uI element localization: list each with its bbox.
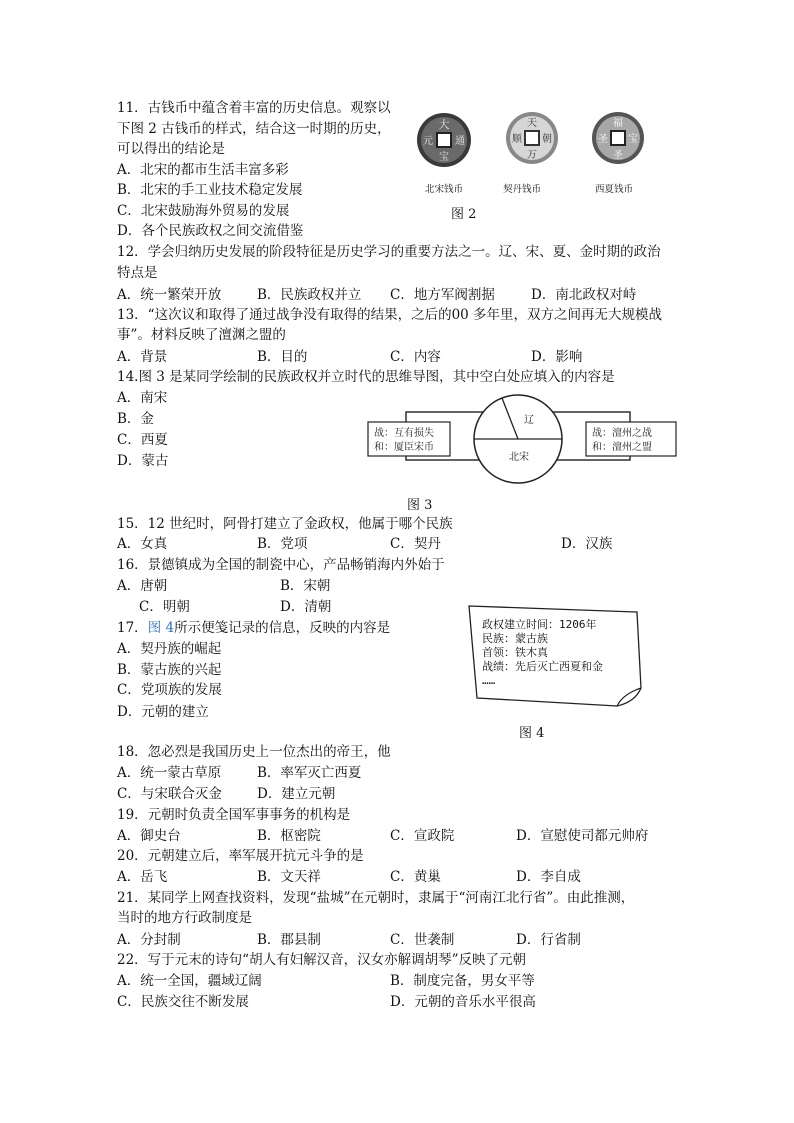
svg-text:通: 通 bbox=[455, 136, 465, 147]
q20-option-a: A．岳飞 bbox=[117, 869, 168, 885]
q20-option-c: C．黄巢 bbox=[390, 869, 441, 885]
q20-stem-line1: 20．元朝建立后，率军展开抗元斗争的是 bbox=[117, 848, 364, 864]
q13-option-a: A．背景 bbox=[117, 349, 168, 365]
q14-option-c: C．西夏 bbox=[117, 432, 168, 448]
q17-stem-prefix: 17． bbox=[117, 620, 148, 636]
q12-option-d: D．南北政权对峙 bbox=[531, 287, 637, 303]
q11-stem-line3: 可以得出的结论是 bbox=[117, 141, 225, 157]
coin-figure bbox=[408, 108, 658, 178]
q19-stem-line1: 19．元朝时负责全国军事事务的机构是 bbox=[117, 807, 351, 823]
coin-caption-khitan: 契丹钱币 bbox=[503, 184, 542, 195]
q11-stem-line1: 11．古钱币中蕴含着丰富的历史信息。观察以 bbox=[117, 100, 391, 116]
circle-label-song: 北宋 bbox=[509, 452, 529, 463]
q19-option-c: C．宣政院 bbox=[390, 828, 455, 844]
svg-text:天: 天 bbox=[527, 118, 537, 129]
left-box-line1: 战：互有损失 bbox=[374, 428, 434, 439]
svg-text:宝: 宝 bbox=[439, 152, 449, 163]
q15-option-c: C．契丹 bbox=[390, 536, 441, 552]
khitan-coin-image bbox=[506, 112, 558, 164]
q17-option-c: C．党项族的发展 bbox=[117, 682, 222, 698]
q13-option-c: C．内容 bbox=[390, 349, 441, 365]
figure-4-caption: 图 4 bbox=[519, 726, 545, 741]
q13-stem-line1: 13．“这次议和取得了通过战争没有取得的结果，之后的00 多年里，双方之间再无大规模战 bbox=[117, 307, 663, 323]
q17-stem-rest: 所示便笺记录的信息，反映的内容是 bbox=[174, 620, 391, 636]
q11-option-d: D．各个民族政权之间交流借鉴 bbox=[117, 223, 304, 239]
note-line3: 首领：铁木真 bbox=[482, 646, 548, 659]
left-box-line2: 和：厦臣宋币 bbox=[374, 442, 434, 453]
note-line4: 战绩：先后灭亡西夏和金 bbox=[482, 660, 603, 673]
q14-stem-line1: 14.图 3 是某同学绘制的民族政权并立时代的思维导图，其中空白处应填入的内容是 bbox=[117, 369, 615, 385]
q13-stem-line2: 事”。材料反映了澶渊之盟的 bbox=[117, 327, 286, 343]
q12-stem-line2: 特点是 bbox=[117, 265, 158, 281]
q22-option-c: C．民族交往不断发展 bbox=[117, 994, 249, 1010]
q22-option-d: D．元朝的音乐水平很高 bbox=[390, 994, 536, 1010]
note-line5: …… bbox=[482, 674, 496, 687]
right-box-line1: 战：澶州之战 bbox=[592, 428, 652, 439]
xixia-coin-image bbox=[592, 112, 644, 164]
q11-option-a: A．北宋的都市生活丰富多彩 bbox=[117, 162, 289, 178]
q19-option-b: B．枢密院 bbox=[257, 828, 321, 844]
q12-option-c: C．地方军阀割据 bbox=[390, 287, 495, 303]
q14-option-b: B．金 bbox=[117, 411, 154, 427]
q16-stem-line1: 16．景德镇成为全国的制瓷中心，产品畅销海内外始于 bbox=[117, 557, 445, 573]
circle-label-liao: 辽 bbox=[524, 415, 534, 426]
q12-option-b: B．民族政权并立 bbox=[257, 287, 362, 303]
figure-3-caption: 图 3 bbox=[407, 498, 433, 513]
q14-option-d: D．蒙古 bbox=[117, 453, 169, 469]
q12-option-a: A．统一繁荣开放 bbox=[117, 287, 222, 303]
q15-option-d: D．汉族 bbox=[561, 536, 613, 552]
q19-option-a: A．御史台 bbox=[117, 828, 181, 844]
q21-option-a: A．分封制 bbox=[117, 932, 181, 948]
q16-option-b: B．宋朝 bbox=[280, 578, 331, 594]
q20-option-b: B．文天祥 bbox=[257, 869, 321, 885]
q17-option-d: D．元朝的建立 bbox=[117, 704, 209, 720]
q15-option-b: B．党项 bbox=[257, 536, 308, 552]
q18-option-a: A．统一蒙古草原 bbox=[117, 765, 222, 781]
svg-text:圣: 圣 bbox=[613, 150, 623, 161]
q21-option-b: B．郡县制 bbox=[257, 932, 321, 948]
q15-option-a: A．女真 bbox=[117, 536, 168, 552]
coin-caption-xixia: 西夏钱币 bbox=[595, 184, 634, 195]
q16-option-c: C．明朝 bbox=[139, 599, 190, 615]
svg-text:圣: 圣 bbox=[598, 134, 608, 145]
q14-option-a: A．南宋 bbox=[117, 390, 168, 406]
q17-stem-line1 bbox=[117, 619, 390, 637]
q13-option-d: D．影响 bbox=[531, 349, 583, 365]
q17-option-b: B．蒙古族的兴起 bbox=[117, 662, 222, 678]
svg-text:大: 大 bbox=[438, 118, 450, 131]
figure-4-link[interactable]: 图 4 bbox=[147, 620, 175, 636]
figure-2-caption: 图 2 bbox=[451, 207, 477, 222]
q11-option-c: C．北宋鼓励海外贸易的发展 bbox=[117, 203, 290, 219]
svg-text:顺: 顺 bbox=[512, 134, 522, 145]
figure-3-mindmap bbox=[366, 394, 684, 484]
svg-text:万: 万 bbox=[527, 150, 537, 161]
q19-option-d: D．宣慰使司都元帅府 bbox=[516, 828, 649, 844]
right-box-line2: 和：澶州之盟 bbox=[592, 442, 652, 453]
coin-caption-song: 北宋钱币 bbox=[425, 184, 464, 195]
q20-option-d: D．李自成 bbox=[516, 869, 581, 885]
q15-stem-line1: 15．12 世纪时，阿骨打建立了金政权，他属于哪个民族 bbox=[117, 516, 453, 532]
note-line1: 政权建立时间：1206年 bbox=[482, 618, 597, 631]
q11-option-b: B．北宋的手工业技术稳定发展 bbox=[117, 182, 303, 198]
q21-option-c: C．世袭制 bbox=[390, 932, 455, 948]
svg-text:福: 福 bbox=[613, 118, 623, 129]
q18-option-b: B．率军灭亡西夏 bbox=[257, 765, 362, 781]
song-coin-image bbox=[417, 113, 471, 167]
q18-stem-line1: 18．忽必烈是我国历史上一位杰出的帝王，他 bbox=[117, 744, 391, 760]
q22-stem-line1: 22．写于元末的诗句“胡人有妇解汉音，汉女亦解调胡琴”反映了元朝 bbox=[117, 952, 526, 968]
q11-stem-line2: 下图 2 古钱币的样式，结合这一时期的历史， bbox=[117, 121, 391, 137]
q13-option-b: B．目的 bbox=[257, 349, 308, 365]
q22-option-b: B．制度完备，男女平等 bbox=[390, 973, 535, 989]
q21-stem-line1: 21．某同学上网查找资料，发现“盐城”在元朝时，隶属于“河南江北行省”。由此推测， bbox=[117, 890, 635, 906]
q17-option-a: A．契丹族的崛起 bbox=[117, 641, 222, 657]
svg-text:宝: 宝 bbox=[628, 134, 638, 145]
q16-option-a: A．唐朝 bbox=[117, 578, 168, 594]
q16-option-d: D．清朝 bbox=[280, 599, 332, 615]
q18-option-c: C．与宋联合灭金 bbox=[117, 786, 222, 802]
note-line2: 民族：蒙古族 bbox=[482, 632, 548, 645]
svg-text:朝: 朝 bbox=[542, 134, 552, 145]
q22-option-a: A．统一全国，疆域辽阔 bbox=[117, 973, 262, 989]
q21-option-d: D．行省制 bbox=[516, 932, 581, 948]
q12-stem-line1: 12．学会归纳历史发展的阶段特征是历史学习的重要方法之一。辽、宋、夏、金时期的政治 bbox=[117, 244, 661, 260]
q18-option-d: D．建立元朝 bbox=[257, 786, 336, 802]
svg-text:元: 元 bbox=[423, 136, 433, 147]
figure-4-note bbox=[467, 604, 645, 708]
q21-stem-line2: 当时的地方行政制度是 bbox=[117, 910, 252, 926]
